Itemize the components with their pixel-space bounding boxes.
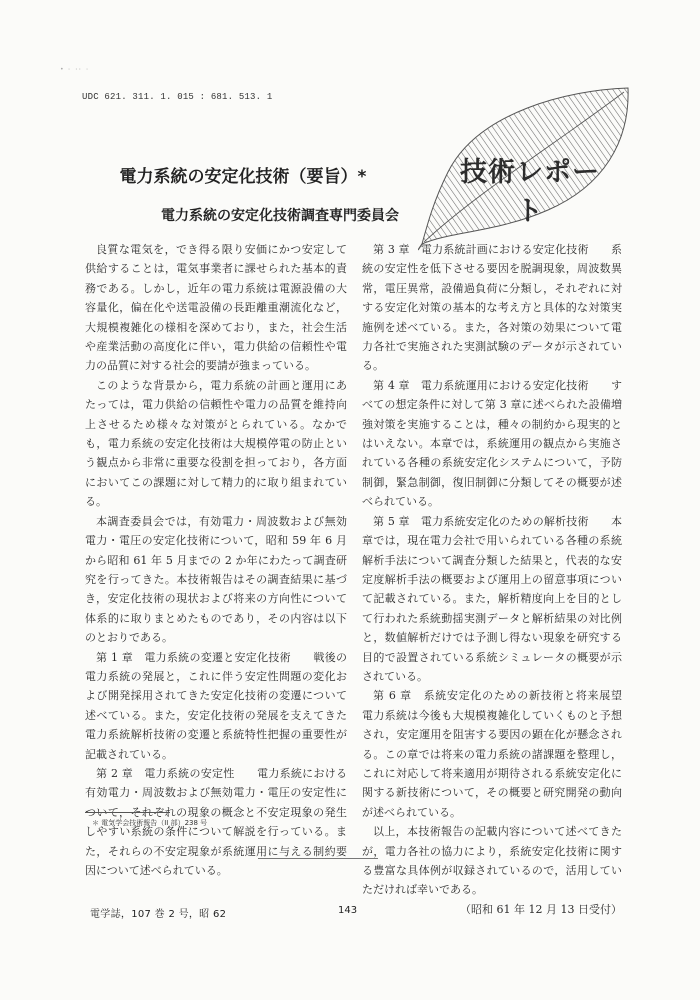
page-number: 143 — [338, 905, 358, 916]
committee-name: 電力系統の安定化技術調査専門委員会 — [161, 208, 399, 224]
chapter-4-summary: 第 4 章 電力系統運用における安定化技術 すべての想定条件に対して第 3 章に述べられた設備増強対策を実施することは，種々の制約から現実的とはいえない。本章では，系統運用の観点から実施されている各種の系統安定化システムについて，予防制御，緊急制御，復旧制御に分類してその概要が述べられている。 — [362, 378, 622, 509]
footnote: ＊ 電気学会技術報告（II 部）238 号 — [92, 819, 208, 827]
chapter-6-summary: 第 6 章 系統安定化のための新技術と将来展望 電力系統は今後も大規模複雑化していくものと予想され，安定運用を阻害する要因の顕在化が懸念される。この章では将来の電力系統の諸課題を整理し，これに対応して将来適用が期待される系統安定化に関する新技術について，その概要と研究開発の動向が述べられている。 — [362, 689, 644, 819]
paragraph: 本調査委員会では，有効電力・周波数および無効電力・電圧の安定化技術について，昭和 59 年 6 月から昭和 61 年 5 月までの 2 か年にわたって調査研究を行ってきた。本技術報告はその調査結果に基づき，安定化技術の現状および将来の方向性について体系的に取りまとめたものであり，その内容は以下のとおりである。 — [85, 514, 347, 645]
chapter-3-summary: 第 3 章 電力系統計画における安定化技術 系統の安定性を低下させる要因を脱調現象，周波数異常，電圧異常，設備過負荷に分類し，それぞれに対する安定化対策の基本的な考え方と具体的な対策実施例を述べている。また，各対策の効果について電力各社で実施された実測試験のデータが示されている。 — [362, 243, 622, 373]
chapter-2-summary: 第 2 章 電力系統の安定性 電力系統における有効電力・周波数および無効電力・電圧の安定性について，それぞれの現象の概念と不安定現象の発生しやすい系統の条件について解説を行っている。また，それらの不安定現象が系統運用に与える制約要因について述べられている。 — [85, 766, 347, 877]
footnote-divider — [85, 812, 170, 813]
received-date: （昭和 61 年 12 月 13 日受付） — [460, 902, 622, 916]
page-divider — [258, 858, 378, 859]
paragraph: 良質な電気を，でき得る限り安価にかつ安定して供給することは，電気事業者に課せられた基本的責務である。しかし，近年の電力系統は電源設備の大容量化，偏在化や送電設備の長距離重潮流化など，大規模複雑化の様相を深めており，また，社会生活や産業活動の高度化に伴い，電力供給の信頼性や電力の品質に対する社会的要請が強まっている。 — [85, 243, 347, 373]
technical-report-badge: 技術レポート — [460, 157, 600, 227]
chapter-5-summary: 第 5 章 電力系統安定化のための解析技術 本章では，現在電力会社で用いられている各種の系統解析手法について調査分類した結果と，代表的な安定度解析手法の概要および運用上の留意事項について記載されている。また，解析精度向上を目的として行われた系統動揺実測データと解析結果の対比例と，数値解析だけでは予測し得ない現象を研究する目的で設置されている系統シミュレータの概要が示されている。 — [362, 514, 622, 683]
udc-classification: UDC 621. 311. 1. 015 : 681. 513. 1 — [82, 92, 273, 102]
journal-citation: 電学誌，107 巻 2 号，昭 62 — [90, 909, 227, 920]
closing-paragraph: 以上，本技術報告の記載内容について述べてきたが，電力各社の協力により，系統安定化技術に関する豊富な具体例が収録されているので，活用していただければ幸いである。 — [362, 825, 622, 897]
scan-speck: • · ·· · — [60, 66, 89, 73]
paragraph: このような背景から，電力系統の計画と運用にあたっては，電力供給の信頼性や電力の品質を維持向上させるため様々な対策がとられている。なかでも，電力系統の安定化技術は大規模停電の防止という観点から非常に重要な役割を担っており，各方面においてこの課題に対して精力的に取り組まれている。 — [85, 378, 347, 509]
right-column — [362, 240, 644, 919]
left-column — [85, 240, 347, 880]
article-title: 電力系統の安定化技術（要旨）* — [119, 167, 367, 187]
chapter-1-summary: 第 1 章 電力系統の変遷と安定化技術 戦後の電力系統の発展と，これに伴う安定性問題の変化および開発採用されてきた安定化技術の変遷について述べている。また，安定化技術の発展を支えてきた電力系統解析技術の変遷と系統特性把握の重要性が記載されている。 — [85, 650, 347, 761]
